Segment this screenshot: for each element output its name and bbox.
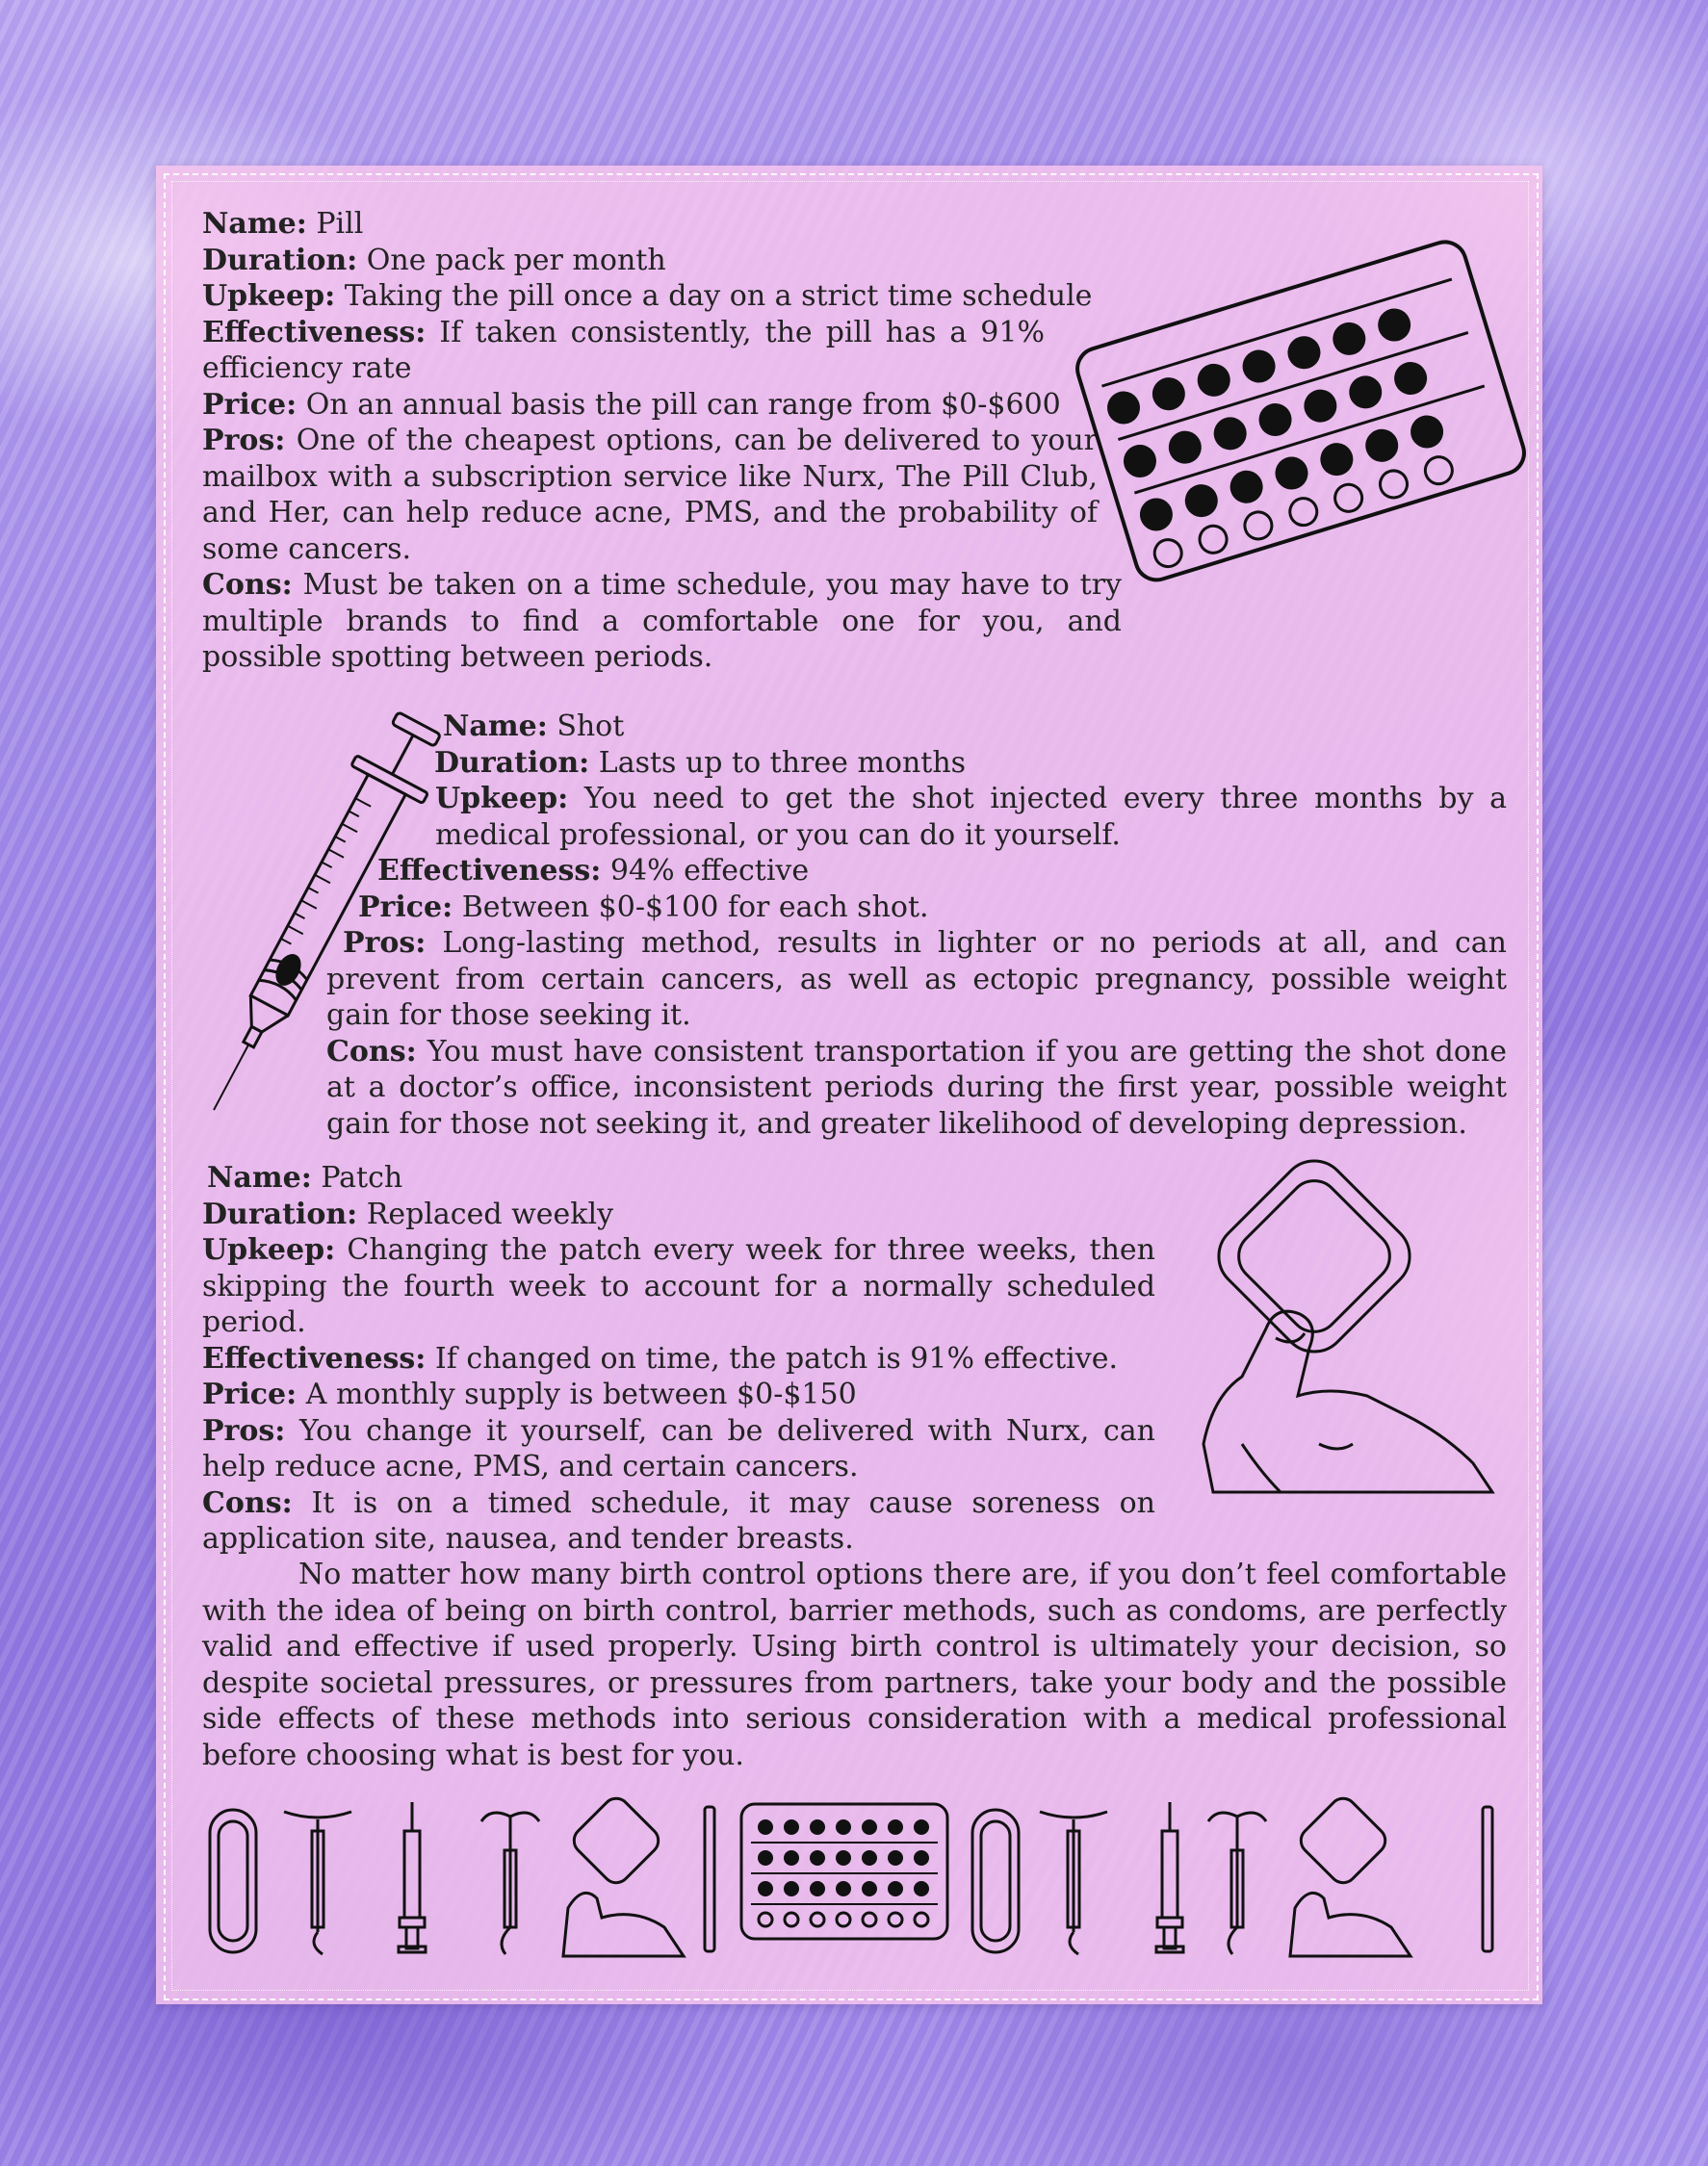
pill-section [202,206,1126,676]
shot-effectiveness-row [0,853,1507,890]
name-label: Name: [202,207,307,241]
patch-pros: You change it yourself, can be delivered with Nurx, can help reduce acne, PMS, and certain cancers. [202,1413,1155,1483]
patch-upkeep: Changing the patch every week for three weeks, then skipping the fourth week to account for a normally scheduled period. [202,1233,1155,1339]
shot-price: Between $0-$100 for each shot. [461,890,929,924]
shot-duration: Lasts up to three months [598,745,967,780]
pill-duration-row [202,243,1126,279]
cons-label: Cons: [202,568,293,602]
pill-price-row [202,387,1126,424]
duration-label: Duration: [202,1197,358,1231]
implant-icon [705,1807,714,1951]
pill-upkeep: Taking the pill once a day on a strict time schedule [344,279,1093,313]
patch-effectiveness: If changed on time, the patch is 91% effective. [434,1341,1119,1376]
ring-icon [210,1810,256,1952]
shot-upkeep-row [435,781,1507,853]
patch-hand-icon [1290,1793,1410,1956]
price-label: Price: [202,387,298,422]
patch-section [202,1160,1155,1558]
pill-price: On an annual basis the pill can range from $0-$600 [305,387,1061,422]
pill-duration: One pack per month [366,243,666,277]
iud-icon [1040,1812,1107,1954]
iud-icon [284,1812,351,1954]
pros-label: Pros: [343,926,427,960]
duration-label: Duration: [434,745,590,780]
pill-pack-icon [741,1804,947,1939]
patch-hand-icon [563,1793,684,1956]
patch-price: A monthly supply is between $0-$150 [305,1378,857,1411]
shot-effectiveness: 94% effective [609,854,810,888]
cons-label: Cons: [326,1034,417,1069]
shot-pros: Long-lasting method, results in lighter or no periods at all, and can prevent from certain cancers, as well as ectopic pregnancy, possible weight gain for those seeking it. [326,926,1507,1032]
shot-price-row [0,890,1507,926]
patch-hand-icon [1184,1155,1512,1502]
name-label: Name: [207,1161,312,1195]
upkeep-label: Upkeep: [435,782,569,815]
iud-icon [1208,1813,1266,1954]
shot-upkeep: You need to get the shot injected every three months by a medical professional, or you can do it yourself. [435,782,1507,852]
shot-cons-row [326,1034,1507,1143]
pill-pack-icon [1059,226,1521,592]
pill-pros: One of the cheapest options, can be delivered to your mailbox with a subscription service like Nurx, The Pill Club, and Her, can help reduce acne, PMS, and the probability of some cancers. [202,424,1098,566]
pill-upkeep-row [202,278,1126,315]
effectiveness-label: Effectiveness: [202,1341,427,1376]
cons-label: Cons: [202,1485,293,1520]
patch-cons: It is on a timed schedule, it may cause soreness on application site, nausea, and tender breasts. [202,1485,1155,1556]
price-label: Price: [358,890,453,924]
patch-price-row [202,1377,1155,1413]
patch-duration: Replaced weekly [366,1197,614,1231]
pill-effectiveness-row [202,315,1045,387]
effectiveness-label: Effectiveness: [377,854,602,888]
upkeep-label: Upkeep: [202,1233,336,1267]
patch-pros-row [202,1413,1155,1485]
patch-name: Patch [321,1161,403,1195]
pill-cons: Must be taken on a time schedule, you may have to try multiple brands to find a comfortable one for you, and possible spotting between periods. [202,568,1123,674]
icon-strip [202,1792,1502,1956]
implant-icon [1483,1807,1492,1951]
pros-label: Pros: [202,424,286,457]
ring-icon [972,1810,1019,1952]
pill-name-row [202,206,1126,243]
duration-label: Duration: [202,243,358,277]
patch-cons-row [202,1485,1155,1558]
shot-pros-row [326,925,1507,1034]
upkeep-label: Upkeep: [202,279,336,313]
patch-name-row [202,1160,1155,1197]
shot-name: Shot [556,709,625,743]
patch-upkeep-row [202,1232,1155,1341]
patch-duration-row [202,1197,1155,1233]
pill-cons-row [202,567,1122,676]
shot-cons: You must have consistent transportation if you are getting the shot done at a doctor’s office, inconsistent periods during the first year, possible weight gain for those not seeking it, and greater likelihood of developing depression. [326,1034,1507,1141]
shot-section [0,709,1507,1142]
syringe-icon [399,1802,426,1952]
name-label: Name: [443,709,548,743]
pill-effectiveness: If taken consistently, the pill has a 91% efficiency rate [202,315,1045,385]
shot-name-row [0,709,1507,745]
closing-paragraph: No matter how many birth control options there are, if you don’t feel comfortable with the idea of being on birth control, barrier methods, such as condoms, are perfectly valid and effective if used properly. Using birth control is ultimately your decision, so despite societal pressures, or pressures from partners, take your body and the possible side effects of these methods into serious consideration with a medical professional before choosing what is best for you. [202,1558,1507,1772]
shot-duration-row [0,745,1507,782]
pros-label: Pros: [202,1413,286,1448]
syringe-icon [1156,1802,1183,1952]
pill-pros-row [202,423,1098,567]
price-label: Price: [202,1378,298,1411]
pill-name: Pill [316,207,364,241]
patch-effectiveness-row [202,1341,1155,1378]
iud-icon [481,1813,539,1954]
effectiveness-label: Effectiveness: [202,315,427,349]
